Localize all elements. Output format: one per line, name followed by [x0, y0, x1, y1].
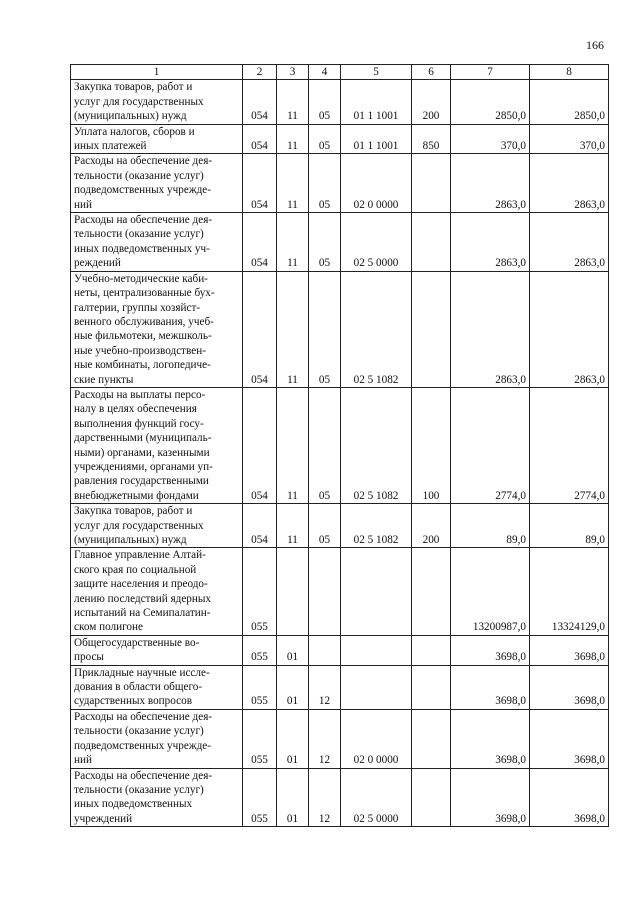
article-code-cell: 02 0 0000: [341, 709, 412, 768]
article-code-cell: [341, 548, 412, 635]
amount-cell: 3698,0: [451, 768, 530, 827]
row-name-cell: Закупка товаров, работ и услуг для государственных (муниципальных) нужд: [71, 80, 243, 124]
amount-cell: 3698,0: [530, 635, 609, 665]
amount-cell: 2863,0: [451, 271, 530, 387]
table-row: [71, 504, 609, 548]
amount-cell: 3698,0: [451, 709, 530, 768]
section-code-cell: 01: [277, 635, 309, 665]
article-code-cell: 02 5 1082: [341, 387, 412, 503]
section-code-cell: [277, 548, 309, 635]
admin-code-cell: 055: [243, 768, 277, 827]
table-row: [71, 154, 609, 213]
section-code-cell: 11: [277, 504, 309, 548]
section-code-cell: 11: [277, 124, 309, 154]
expense-type-cell: 200: [412, 80, 451, 124]
subsection-code-cell: 05: [309, 271, 341, 387]
admin-code-cell: 054: [243, 213, 277, 272]
amount-cell: 2863,0: [451, 213, 530, 272]
subsection-code-cell: 05: [309, 124, 341, 154]
row-name-cell: Расходы на обеспечение дея- тельности (оказание услуг) подведомственных учрежде- ний: [71, 154, 243, 213]
admin-code-cell: 054: [243, 80, 277, 124]
expense-type-cell: 200: [412, 504, 451, 548]
row-name-cell: Общегосударственные во- просы: [71, 635, 243, 665]
admin-code-cell: 055: [243, 548, 277, 635]
header-cell: 2: [243, 65, 277, 80]
row-name-cell: Уплата налогов, сборов и иных платежей: [71, 124, 243, 154]
header-cell: 7: [451, 65, 530, 80]
amount-cell: 2863,0: [530, 154, 609, 213]
amount-cell: 2863,0: [530, 213, 609, 272]
admin-code-cell: 054: [243, 124, 277, 154]
section-code-cell: 11: [277, 213, 309, 272]
amount-cell: 89,0: [530, 504, 609, 548]
amount-cell: 2850,0: [530, 80, 609, 124]
amount-cell: 2774,0: [530, 387, 609, 503]
amount-cell: 2774,0: [451, 387, 530, 503]
article-code-cell: 02 0 0000: [341, 154, 412, 213]
amount-cell: 2863,0: [530, 271, 609, 387]
subsection-code-cell: 05: [309, 80, 341, 124]
row-name-cell: Закупка товаров, работ и услуг для государственных (муниципальных) нужд: [71, 504, 243, 548]
expense-type-cell: [412, 635, 451, 665]
table-header-row: [71, 65, 609, 80]
subsection-code-cell: 12: [309, 709, 341, 768]
amount-cell: 13324129,0: [530, 548, 609, 635]
amount-cell: 370,0: [530, 124, 609, 154]
article-code-cell: 02 5 0000: [341, 768, 412, 827]
subsection-code-cell: 05: [309, 213, 341, 272]
table-row: [71, 271, 609, 387]
row-name-cell: Расходы на обеспечение дея- тельности (оказание услуг) иных подведомственных учреждений: [71, 768, 243, 827]
header-cell: 1: [71, 65, 243, 80]
row-name-cell: Главное управление Алтай- ского края по социальной защите населения и преодо- лению последствий ядерных испытаний на Семипалатин- ском полигоне: [71, 548, 243, 635]
admin-code-cell: 054: [243, 154, 277, 213]
amount-cell: 2850,0: [451, 80, 530, 124]
admin-code-cell: 055: [243, 709, 277, 768]
amount-cell: 3698,0: [451, 665, 530, 709]
table-row: [71, 635, 609, 665]
table-row: [71, 768, 609, 827]
budget-table: [70, 64, 609, 827]
row-name-cell: Расходы на обеспечение дея- тельности (оказание услуг) иных подведомственных уч- реждений: [71, 213, 243, 272]
table-row: [71, 709, 609, 768]
expense-type-cell: [412, 213, 451, 272]
subsection-code-cell: [309, 548, 341, 635]
row-name-cell: Учебно-методические каби- неты, централизованные бух- галтерии, группы хозяйст- венного обслуживания, учеб- ные фильмотеки, межшколь- ные учебно-производствен- ные комбинаты, логопедиче- ские пункты: [71, 271, 243, 387]
article-code-cell: [341, 665, 412, 709]
header-cell: 6: [412, 65, 451, 80]
expense-type-cell: [412, 271, 451, 387]
amount-cell: 2863,0: [451, 154, 530, 213]
table-row: [71, 213, 609, 272]
article-code-cell: 02 5 1082: [341, 271, 412, 387]
section-code-cell: 01: [277, 709, 309, 768]
expense-type-cell: [412, 665, 451, 709]
admin-code-cell: 055: [243, 635, 277, 665]
article-code-cell: 01 1 1001: [341, 124, 412, 154]
amount-cell: 3698,0: [530, 665, 609, 709]
amount-cell: 89,0: [451, 504, 530, 548]
table-row: [71, 80, 609, 124]
article-code-cell: 02 5 0000: [341, 213, 412, 272]
amount-cell: 3698,0: [530, 768, 609, 827]
header-cell: 3: [277, 65, 309, 80]
amount-cell: 3698,0: [530, 709, 609, 768]
section-code-cell: 01: [277, 768, 309, 827]
expense-type-cell: [412, 709, 451, 768]
article-code-cell: 01 1 1001: [341, 80, 412, 124]
header-cell: 5: [341, 65, 412, 80]
row-name-cell: Расходы на выплаты персо- налу в целях обеспечения выполнения функций госу- дарственными (муниципаль- ными) органами, казенными учреждениями, органами уп- равления государственными внебюджетными фондами: [71, 387, 243, 503]
header-cell: 4: [309, 65, 341, 80]
subsection-code-cell: [309, 635, 341, 665]
section-code-cell: 11: [277, 80, 309, 124]
subsection-code-cell: 05: [309, 504, 341, 548]
admin-code-cell: 055: [243, 665, 277, 709]
admin-code-cell: 054: [243, 271, 277, 387]
subsection-code-cell: 05: [309, 154, 341, 213]
section-code-cell: 01: [277, 665, 309, 709]
header-cell: 8: [530, 65, 609, 80]
article-code-cell: [341, 635, 412, 665]
row-name-cell: Прикладные научные иссле- дования в области общего- сударственных вопросов: [71, 665, 243, 709]
page-number: 166: [586, 38, 604, 52]
expense-type-cell: [412, 768, 451, 827]
table-row: [71, 124, 609, 154]
expense-type-cell: [412, 548, 451, 635]
table-row: [71, 548, 609, 635]
section-code-cell: 11: [277, 154, 309, 213]
section-code-cell: 11: [277, 271, 309, 387]
amount-cell: 3698,0: [451, 635, 530, 665]
subsection-code-cell: 05: [309, 387, 341, 503]
admin-code-cell: 054: [243, 387, 277, 503]
expense-type-cell: [412, 154, 451, 213]
article-code-cell: 02 5 1082: [341, 504, 412, 548]
expense-type-cell: 850: [412, 124, 451, 154]
amount-cell: 13200987,0: [451, 548, 530, 635]
table-row: [71, 387, 609, 503]
section-code-cell: 11: [277, 387, 309, 503]
amount-cell: 370,0: [451, 124, 530, 154]
expense-type-cell: 100: [412, 387, 451, 503]
table-row: [71, 665, 609, 709]
subsection-code-cell: 12: [309, 665, 341, 709]
row-name-cell: Расходы на обеспечение дея- тельности (оказание услуг) подведомственных учрежде- ний: [71, 709, 243, 768]
admin-code-cell: 054: [243, 504, 277, 548]
subsection-code-cell: 12: [309, 768, 341, 827]
